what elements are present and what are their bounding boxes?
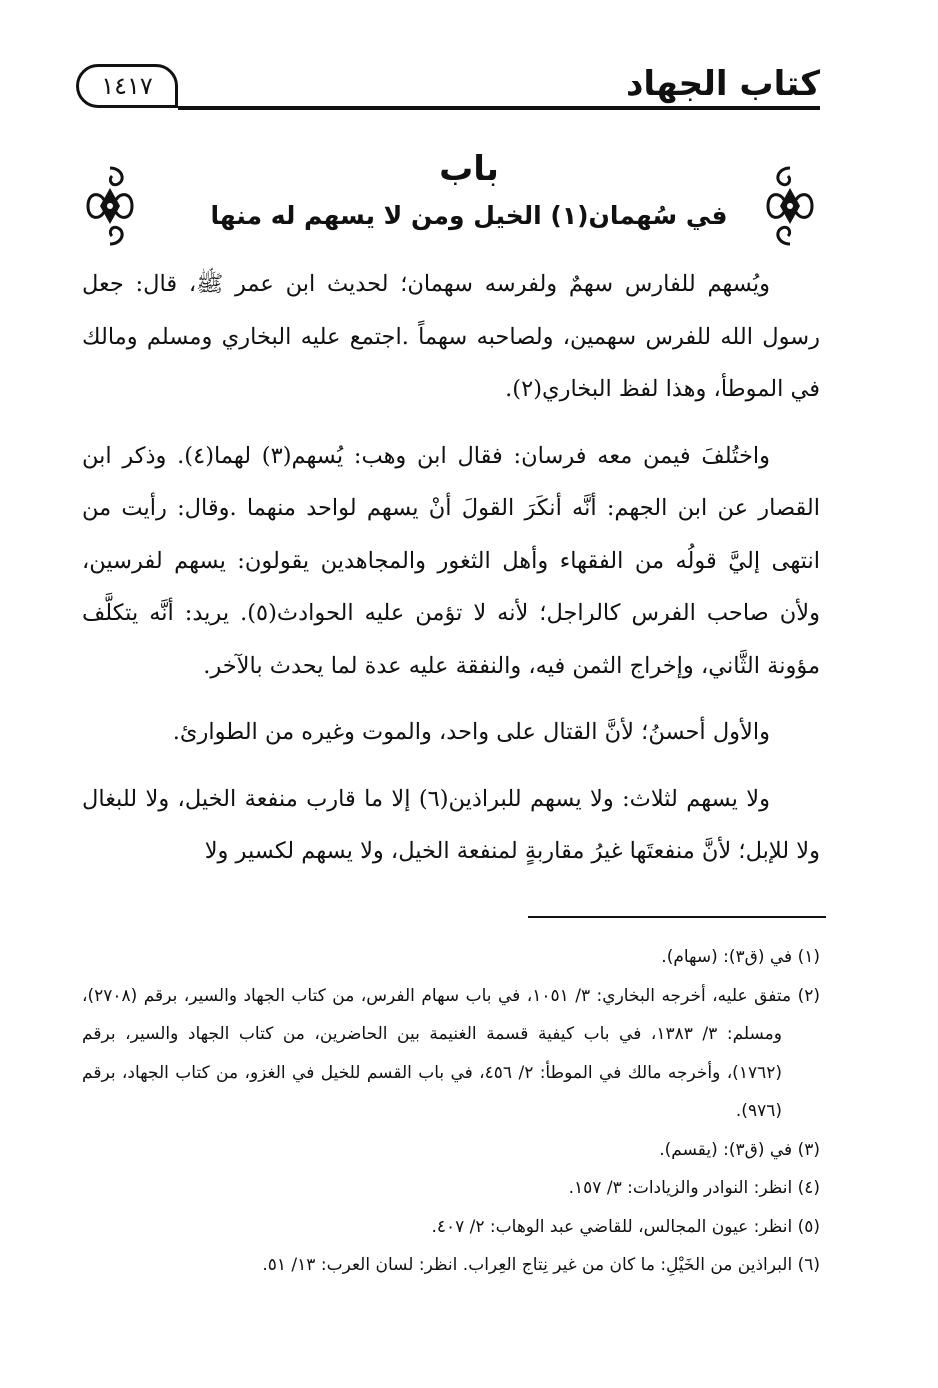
chapter-label: باب [439, 149, 499, 189]
paragraph: ويُسهم للفارس سهمٌ ولفرسه سهمان؛ لحديث ابن عمر ﷺ، قال: جعل رسول الله للفرس سهمين، ولصاحبه سهماً .اجتمع عليه البخاري ومسلم ومالك في الموطأ، وهذا لفظ البخاري(٢). [82, 271, 820, 402]
page-number: ١٤١٧ [76, 64, 178, 108]
footnote: (٤) انظر: النوادر والزيادات: ٣/ ١٥٧. [568, 1178, 820, 1198]
footnote: (٦) البراذين من الخَيْلِ: ما كان من غير نِتاج العِراب. انظر: لسان العرب: ١٣/ ٥١. [262, 1255, 820, 1275]
footnote: (٥) انظر: عيون المجالس، للقاضي عبد الوهاب: ٢/ ٤٠٧. [431, 1216, 820, 1237]
running-header-title: كتاب الجهاد [625, 64, 820, 104]
chapter-heading: في سُهمان(١) الخيل ومن لا يسهم له منها [210, 201, 728, 230]
footnote-separator [528, 916, 826, 918]
paragraph: واختُلفَ فيمن معه فرسان: فقال ابن وهب: يُسهم(٣) لهما(٤). وذكر ابن القصار عن ابن الجهم: أنَّه أنكَرَ القولَ أنْ يسهم لواحد منهما .وقال: رأيت من انتهى إليَّ قولُه من الفقهاء وأهل الثغور والمجاهدين يقولون: يسهم لفرسين، ولأن صاحب الفرس كالراجل؛ لأنه لا تؤمن عليه الحوادث(٥). يريد: أنَّه يتكلَّف مؤونة الثَّاني، وإخراج الثمن فيه، والنفقة عليه عدة لما يحدث بالآخر. [82, 442, 820, 679]
header-rule [178, 106, 820, 110]
footnotes [82, 938, 820, 1285]
paragraph: ولا يسهم لثلاث: ولا يسهم للبراذين(٦) إلا ما قارب منفعة الخيل، ولا للبغال ولا للإبل؛ لأنَّ منفعتَها غيرُ مقاربةٍ لمنفعة الخيل، ولا يسهم لكسير ولا [82, 785, 820, 864]
main-text [82, 258, 820, 878]
footnote: (٢) متفق عليه، أخرجه البخاري: ٣/ ١٠٥١، في باب سهام الفرس، من كتاب الجهاد والسير، برقم (٢٧٠٨)، ومسلم: ٣/ ١٣٨٣، في باب كيفية قسمة الغنيمة بين الحاضرين، من كتاب الجهاد والسير، برقم (١٧٦٢)، وأخرجه مالك في الموطأ: ٢/ ٤٥٦، في باب القسم للخيل في الغزو، من كتاب الجهاد، برقم (٩٧٦). [82, 985, 820, 1121]
paragraph: والأول أحسنُ؛ لأنَّ القتال على واحد، والموت وغيره من الطوارئ. [172, 719, 770, 745]
footnote: (١) في (ق٣): (سهام). [661, 947, 820, 967]
footnote: (٣) في (ق٣): (يقسم). [659, 1139, 820, 1160]
